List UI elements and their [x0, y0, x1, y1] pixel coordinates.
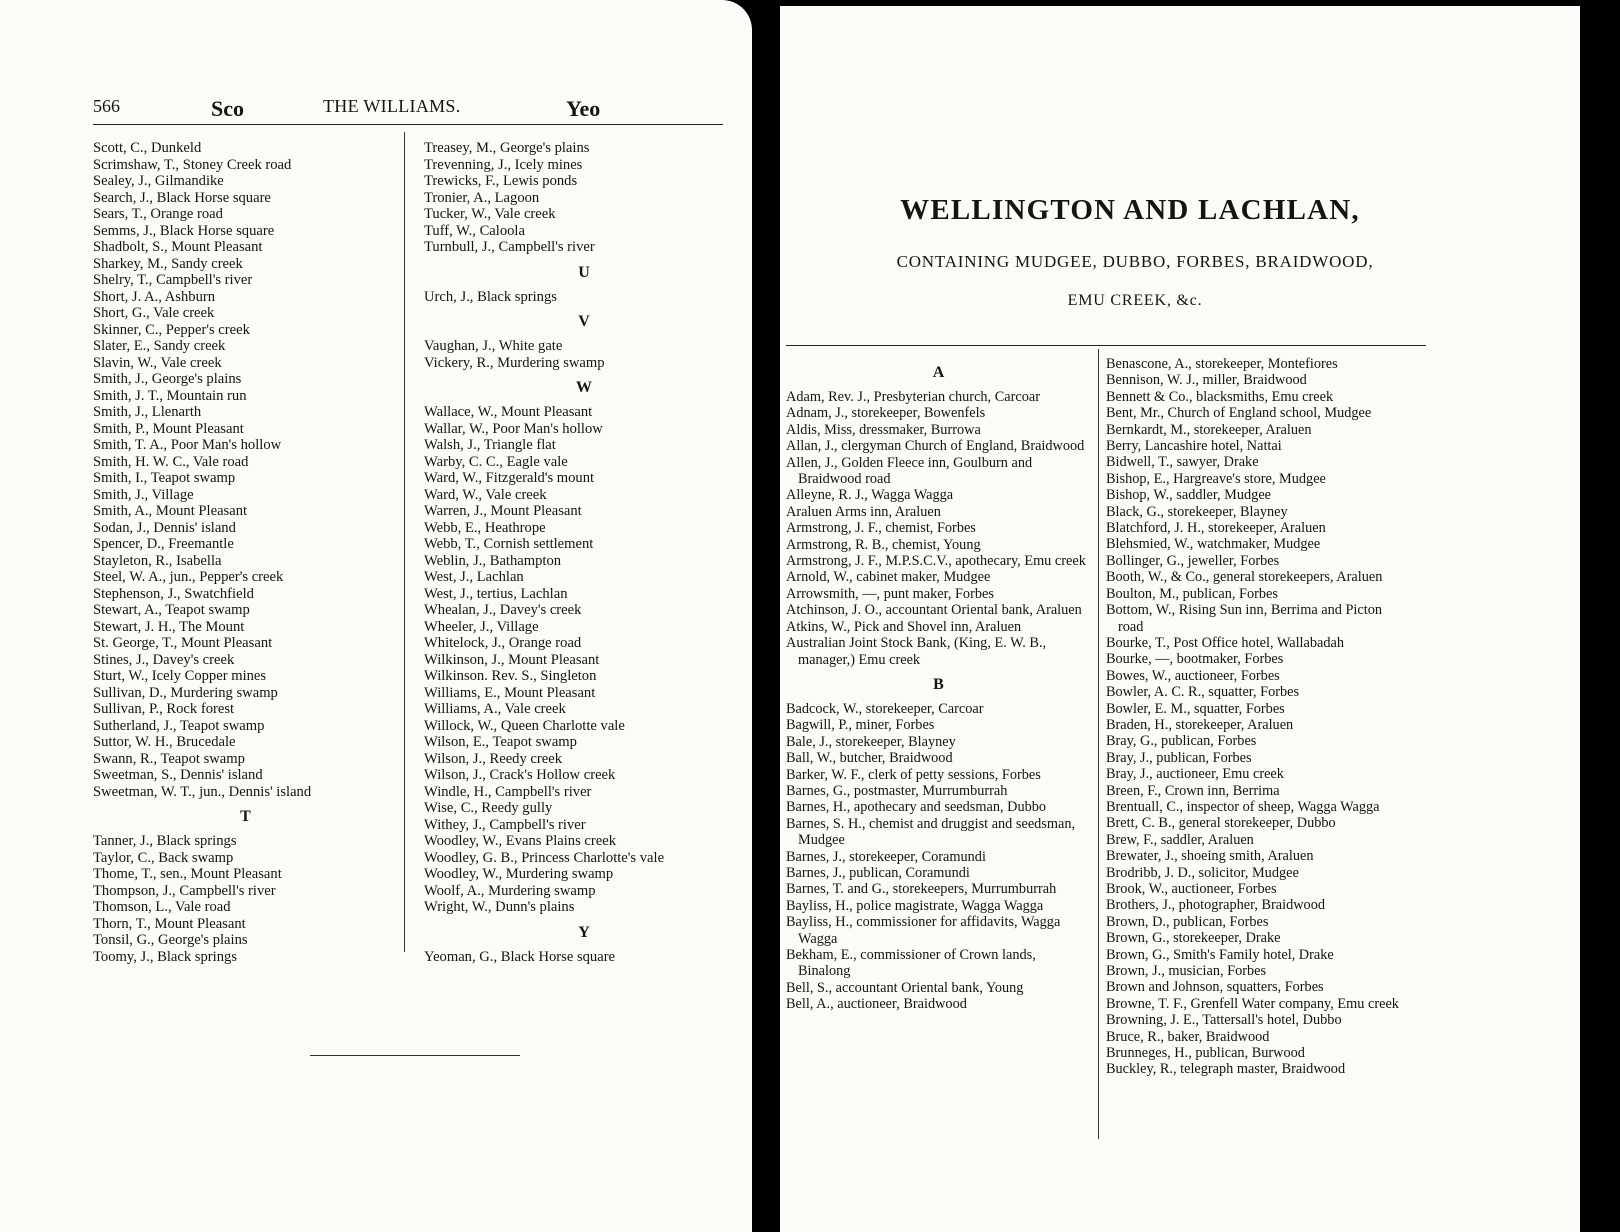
directory-entry: Bennison, W. J., miller, Braidwood [1106, 372, 1307, 389]
directory-entry: Trevenning, J., Icely mines [424, 156, 583, 173]
directory-entry: Sears, T., Orange road [93, 206, 223, 222]
directory-entry: Wilkinson. Rev. S., Singleton [424, 668, 597, 684]
directory-entry: Brothers, J., photographer, Braidwood [1106, 897, 1326, 914]
directory-entry: West, J., tertius, Lachlan [424, 585, 568, 602]
directory-entry: Ward, W., Fitzgerald's mount [424, 470, 595, 486]
running-title: THE WILLIAMS. [323, 96, 461, 116]
directory-entry: Brown and Johnson, squatters, Forbes [1106, 979, 1324, 996]
directory-entry: Bollinger, G., jeweller, Forbes [1106, 552, 1280, 569]
directory-entry: Allan, J., clergyman Church of England, Braidwood [786, 438, 1085, 455]
guide-word-left: Sco [211, 96, 244, 121]
directory-entry: Wise, C., Reedy gully [424, 800, 553, 816]
directory-entry: Armstrong, J. F., chemist, Forbes [786, 520, 976, 537]
directory-entry: Alleyne, R. J., Wagga Wagga [786, 487, 954, 504]
directory-entry: Smith, J., Village [93, 486, 194, 503]
right-page [780, 6, 1580, 1232]
directory-entry: Aldis, Miss, dressmaker, Burrowa [786, 421, 981, 438]
directory-entry: Webb, T., Cornish settlement [424, 536, 594, 552]
directory-entry: Bowler, A. C. R., squatter, Forbes [1106, 684, 1300, 701]
directory-entry: Wheeler, J., Village [424, 618, 539, 635]
directory-entry: Woodley, W., Evans Plains creek [424, 833, 617, 849]
directory-entry: Blatchford, J. H., storekeeper, Araluen [1106, 520, 1326, 537]
directory-entry: Sullivan, P., Rock forest [93, 701, 235, 717]
directory-entry: Skinner, C., Pepper's creek [93, 321, 250, 338]
directory-entry: Bray, G., publican, Forbes [1106, 733, 1257, 750]
directory-entry: Blehsmied, W., watchmaker, Mudgee [1106, 536, 1321, 553]
directory-entry: Wilson, J., Crack's Hollow creek [424, 767, 616, 783]
directory-entry: Stines, J., Davey's creek [93, 651, 235, 668]
directory-entry: Wallace, W., Mount Pleasant [424, 404, 593, 420]
directory-entry: Barker, W. F., clerk of petty sessions, Forbes [786, 766, 1041, 783]
directory-entry: Smith, H. W. C., Vale road [93, 453, 249, 470]
directory-entry: Trewicks, F., Lewis ponds [424, 173, 578, 189]
directory-entry: Urch, J., Black springs [424, 288, 557, 305]
directory-entry: Bruce, R., baker, Braidwood [1106, 1028, 1270, 1045]
directory-entry: Tucker, W., Vale creek [424, 206, 556, 222]
directory-entry: Wright, W., Dunn's plains [424, 899, 575, 915]
directory-entry: Ward, W., Vale creek [424, 486, 547, 503]
directory-entry: Shelry, T., Campbell's river [93, 272, 253, 288]
directory-entry: Berry, Lancashire hotel, Nattai [1106, 438, 1282, 455]
directory-entry: St. George, T., Mount Pleasant [93, 635, 273, 651]
directory-entry: Smith, J., George's plains [93, 371, 242, 387]
directory-entry: Bagwill, P., miner, Forbes [786, 717, 935, 734]
directory-entry: Buckley, R., telegraph master, Braidwood [1106, 1061, 1346, 1078]
directory-entry: Spencer, D., Freemantle [93, 536, 234, 552]
directory-entry: Sweetman, S., Dennis' island [93, 767, 263, 783]
directory-entry: Armstrong, R. B., chemist, Young [786, 536, 981, 553]
directory-entry: Adam, Rev. J., Presbyterian church, Carcoar [786, 389, 1040, 405]
directory-entry: Woolf, A., Murdering swamp [424, 882, 596, 899]
directory-entry: Bekham, E., commissioner of Crown lands, Binalong [786, 947, 1036, 980]
directory-entry: Vickery, R., Murdering swamp [424, 354, 605, 371]
directory-entry: Brown, J., musician, Forbes [1106, 963, 1267, 980]
directory-entry: Woodley, W., Murdering swamp [424, 866, 614, 882]
directory-column-1 [786, 356, 1091, 1013]
directory-entry: Thome, T., sen., Mount Pleasant [93, 866, 282, 882]
directory-entry: Bidwell, T., sawyer, Drake [1106, 454, 1259, 471]
page-number: 566 [93, 96, 120, 116]
directory-entry: Wilkinson, J., Mount Pleasant [424, 651, 600, 668]
directory-entry: Webb, E., Heathrope [424, 519, 546, 536]
section-letter: U [578, 263, 590, 281]
directory-entry: Bourke, —, bootmaker, Forbes [1106, 651, 1284, 668]
directory-entry: Smith, A., Mount Pleasant [93, 503, 248, 519]
directory-entry: Bottom, W., Rising Sun inn, Berrima and Picton road [1106, 602, 1383, 635]
section-letter: A [932, 364, 945, 381]
directory-entry: Search, J., Black Horse square [93, 189, 271, 206]
directory-entry: Tronier, A., Lagoon [424, 189, 540, 206]
directory-entry: Stayleton, R., Isabella [93, 552, 222, 569]
directory-entry: Barnes, S. H., chemist and druggist and seedsman, Mudgee [786, 815, 1076, 849]
directory-entry: Vaughan, J., White gate [424, 338, 563, 354]
directory-entry: West, J., Lachlan [424, 569, 524, 585]
guide-word-right: Yeo [566, 96, 601, 121]
directory-entry: Boulton, M., publican, Forbes [1106, 585, 1278, 602]
directory-entry: Barnes, J., publican, Coramundi [786, 864, 970, 881]
directory-entry: Withey, J., Campbell's river [424, 816, 586, 833]
directory-entry: Brentuall, C., inspector of sheep, Wagga Wagga [1106, 798, 1380, 815]
directory-entry: Atkins, W., Pick and Shovel inn, Araluen [786, 618, 1022, 635]
directory-entry: Scrimshaw, T., Stoney Creek road [93, 156, 292, 173]
directory-entry: Bayliss, H., commissioner for affidavits, Wagga Wagga [786, 914, 1061, 947]
directory-entry: Bernkardt, M., storekeeper, Araluen [1106, 421, 1312, 438]
directory-entry: Arrowsmith, —, punt maker, Forbes [786, 585, 994, 602]
directory-entry: Stewart, A., Teapot swamp [93, 602, 250, 618]
directory-entry: Turnbull, J., Campbell's river [424, 239, 595, 255]
section-letter: B [933, 675, 944, 693]
directory-entry: Browning, J. E., Tattersall's hotel, Dubbo [1106, 1012, 1342, 1029]
directory-entry: Tanner, J., Black springs [93, 833, 237, 849]
section-subtitle-continued: EMU CREEK, &c. [1067, 292, 1203, 309]
directory-entry: Barnes, H., apothecary and seedsman, Dubbo [786, 799, 1047, 816]
directory-entry: Black, G., storekeeper, Blayney [1106, 503, 1288, 520]
directory-entry: Booth, W., & Co., general storekeepers, Araluen [1106, 569, 1383, 586]
directory-entry: Short, J. A., Ashburn [93, 288, 216, 305]
directory-entry: Barnes, T. and G., storekeepers, Murrumburrah [786, 881, 1057, 898]
section-letter: Y [578, 923, 590, 941]
directory-entry: Sutherland, J., Teapot swamp [93, 717, 265, 734]
directory-entry: Brunneges, H., publican, Burwood [1106, 1045, 1305, 1062]
directory-entry: Thomson, L., Vale road [93, 899, 231, 915]
directory-entry: Ball, W., butcher, Braidwood [786, 750, 953, 767]
directory-entry: Warren, J., Mount Pleasant [424, 503, 582, 519]
directory-entry: Bourke, T., Post Office hotel, Wallabadah [1106, 634, 1345, 651]
directory-entry: Arnold, W., cabinet maker, Mudgee [786, 569, 991, 586]
directory-entry: Brew, F., saddler, Araluen [1106, 831, 1254, 848]
directory-entry: Weblin, J., Bathampton [424, 552, 562, 569]
directory-entry: Slavin, W., Vale creek [93, 354, 222, 371]
directory-entry: Walsh, J., Triangle flat [424, 437, 556, 453]
section-subtitle: CONTAINING MUDGEE, DUBBO, FORBES, BRAIDWOOD, [896, 252, 1374, 271]
directory-entry: Windle, H., Campbell's river [424, 783, 592, 800]
directory-entry: Browne, T. F., Grenfell Water company, Emu creek [1106, 995, 1399, 1012]
left-page [0, 0, 752, 1232]
directory-entry: Whealan, J., Davey's creek [424, 602, 582, 618]
directory-entry: Semms, J., Black Horse square [93, 222, 275, 239]
directory-entry: Williams, E., Mount Pleasant [424, 684, 596, 701]
directory-entry: Bell, S., accountant Oriental bank, Young [786, 979, 1024, 996]
directory-entry: Armstrong, J. F., M.P.S.C.V., apothecary, Emu creek [786, 553, 1086, 570]
directory-entry: Bale, J., storekeeper, Blayney [786, 733, 956, 750]
directory-entry: Treasey, M., George's plains [424, 140, 590, 156]
directory-entry: Scott, C., Dunkeld [93, 140, 202, 156]
directory-entry: Tonsil, G., George's plains [93, 932, 248, 948]
directory-entry: Smith, J., Llenarth [93, 404, 202, 420]
directory-entry: Thorn, T., Mount Pleasant [93, 915, 246, 932]
directory-column-2 [1106, 356, 1406, 1078]
directory-entry: Willock, W., Queen Charlotte vale [424, 717, 625, 734]
directory-column-1 [93, 140, 398, 965]
directory-entry: Short, G., Vale creek [93, 305, 215, 321]
directory-entry: Williams, A., Vale creek [424, 701, 566, 717]
directory-entry: Braden, H., storekeeper, Araluen [1106, 716, 1294, 733]
column-divider [1098, 349, 1099, 1139]
directory-entry: Stephenson, J., Swatchfield [93, 585, 254, 602]
section-letter: W [576, 379, 592, 396]
directory-entry: Sullivan, D., Murdering swamp [93, 684, 278, 701]
directory-entry: Woodley, G. B., Princess Charlotte's vale [424, 849, 665, 866]
directory-entry: Bishop, W., saddler, Mudgee [1106, 487, 1272, 504]
directory-entry: Whitelock, J., Orange road [424, 635, 582, 651]
footer-rule [310, 1055, 520, 1056]
directory-entry: Bowler, E. M., squatter, Forbes [1106, 700, 1285, 717]
directory-entry: Australian Joint Stock Bank, (King, E. W. B., manager,) Emu creek [786, 635, 1047, 668]
section-title: WELLINGTON AND LACHLAN, [900, 194, 1360, 226]
directory-entry: Bray, J., publican, Forbes [1106, 749, 1252, 766]
directory-entry: Wilson, J., Reedy creek [424, 750, 563, 767]
directory-entry: Atchinson, J. O., accountant Oriental bank, Araluen [786, 602, 1082, 619]
directory-entry: Warby, C. C., Eagle vale [424, 453, 568, 470]
directory-entry: Yeoman, G., Black Horse square [424, 948, 616, 965]
directory-entry: Smith, P., Mount Pleasant [93, 420, 244, 437]
section-letter: V [578, 313, 590, 330]
directory-entry: Sharkey, M., Sandy creek [93, 255, 243, 272]
directory-entry: Stewart, J. H., The Mount [93, 618, 245, 635]
directory-entry: Toomy, J., Black springs [93, 948, 237, 965]
directory-entry: Steel, W. A., jun., Pepper's creek [93, 569, 284, 585]
directory-entry: Bell, A., auctioneer, Braidwood [786, 996, 967, 1013]
directory-entry: Smith, J. T., Mountain run [93, 387, 247, 404]
directory-entry: Sodan, J., Dennis' island [93, 519, 236, 536]
directory-entry: Brown, D., publican, Forbes [1106, 913, 1269, 930]
directory-entry: Wallar, W., Poor Man's hollow [424, 420, 603, 437]
directory-entry: Bennett & Co., blacksmiths, Emu creek [1106, 388, 1334, 405]
directory-entry: Sturt, W., Icely Copper mines [93, 668, 267, 684]
directory-entry: Smith, T. A., Poor Man's hollow [93, 437, 282, 453]
directory-entry: Badcock, W., storekeeper, Carcoar [786, 700, 984, 717]
directory-entry: Brodribb, J. D., solicitor, Mudgee [1106, 864, 1299, 881]
directory-entry: Allen, J., Golden Fleece inn, Goulburn and Braidwood road [786, 454, 1033, 488]
directory-entry: Bowes, W., auctioneer, Forbes [1106, 667, 1280, 684]
directory-entry: Brown, G., storekeeper, Drake [1106, 930, 1281, 947]
directory-entry: Bray, J., auctioneer, Emu creek [1106, 766, 1284, 783]
section-letter: T [240, 808, 251, 825]
directory-entry: Smith, I., Teapot swamp [93, 470, 236, 486]
directory-entry: Brett, C. B., general storekeeper, Dubbo [1106, 815, 1336, 832]
directory-entry: Brook, W., auctioneer, Forbes [1106, 881, 1277, 897]
header-rule [786, 345, 1426, 346]
directory-entry: Taylor, C., Back swamp [93, 849, 234, 866]
page-header [93, 96, 723, 125]
directory-column-2 [424, 140, 744, 965]
directory-entry: Sealey, J., Gilmandike [93, 173, 224, 189]
directory-entry: Bent, Mr., Church of England school, Mudgee [1106, 405, 1372, 422]
directory-entry: Bayliss, H., police magistrate, Wagga Wagga [786, 897, 1044, 914]
directory-entry: Araluen Arms inn, Araluen [786, 503, 941, 520]
directory-entry: Adnam, J., storekeeper, Bowenfels [786, 405, 986, 422]
directory-entry: Brewater, J., shoeing smith, Araluen [1106, 848, 1314, 865]
directory-entry: Thompson, J., Campbell's river [93, 882, 276, 899]
directory-entry: Swann, R., Teapot swamp [93, 750, 245, 767]
directory-entry: Wilson, E., Teapot swamp [424, 734, 577, 750]
column-divider [404, 132, 405, 952]
directory-entry: Benascone, A., storekeeper, Montefiores [1106, 356, 1338, 372]
directory-entry: Slater, E., Sandy creek [93, 338, 226, 354]
directory-entry: Bishop, E., Hargreave's store, Mudgee [1106, 470, 1326, 487]
directory-entry: Tuff, W., Caloola [424, 222, 525, 239]
directory-entry: Sweetman, W. T., jun., Dennis' island [93, 783, 312, 800]
directory-entry: Shadbolt, S., Mount Pleasant [93, 239, 263, 255]
directory-entry: Barnes, J., storekeeper, Coramundi [786, 848, 986, 865]
directory-entry: Brown, G., Smith's Family hotel, Drake [1106, 946, 1334, 963]
directory-entry: Breen, F., Crown inn, Berrima [1106, 782, 1280, 799]
directory-entry: Suttor, W. H., Brucedale [93, 734, 236, 750]
directory-entry: Barnes, G., postmaster, Murrumburrah [786, 782, 1008, 799]
